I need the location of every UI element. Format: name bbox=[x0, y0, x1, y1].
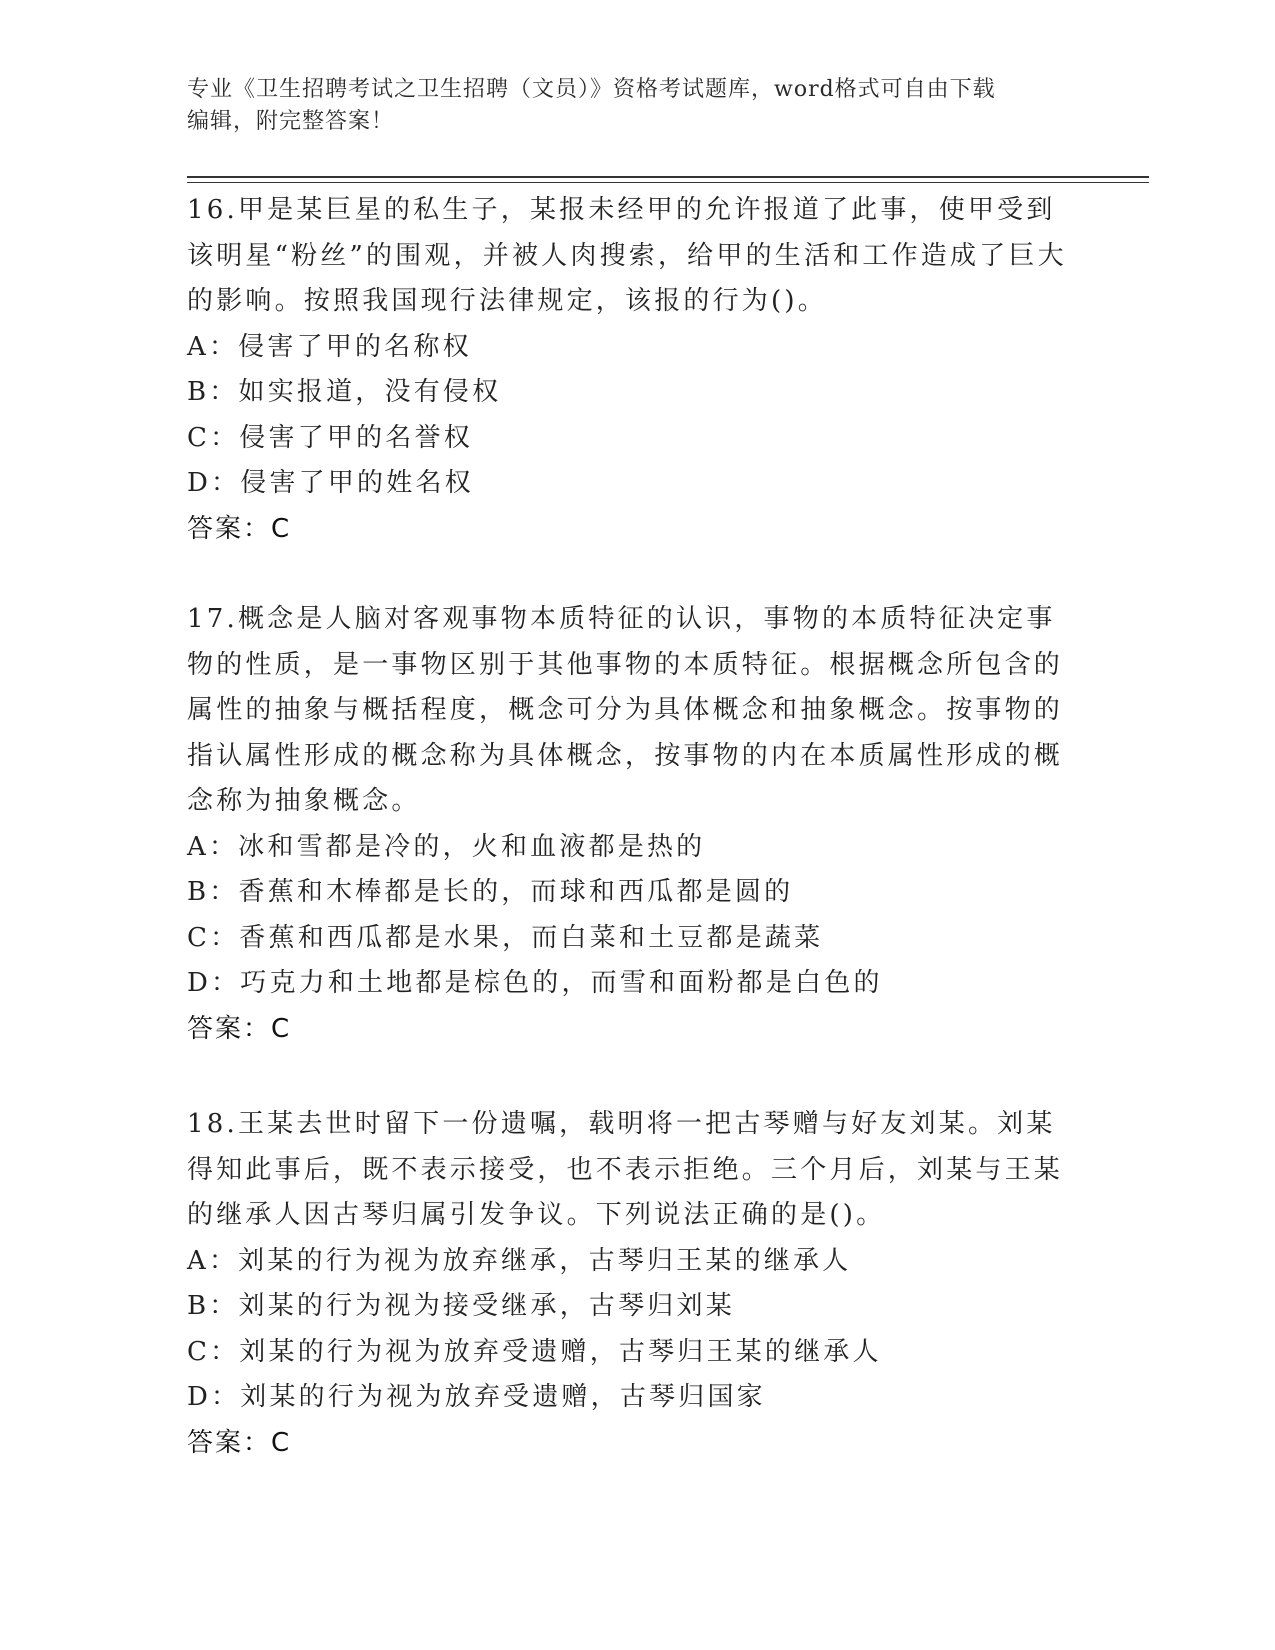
option-a: A：刘某的行为视为放弃继承，古琴归王某的继承人 bbox=[187, 1245, 852, 1276]
question-stem: 16.甲是某巨星的私生子，某报未经甲的允许报道了此事，使甲受到该明星“粉丝”的围观，并被人肉搜索，给甲的生活和工作造成了巨大的影响。按照我国现行法律规定，该报的行为()。 bbox=[187, 195, 1067, 316]
question-stem: 17.概念是人脑对客观事物本质特征的认识，事物的本质特征决定事物的性质，是一事物区别于其他事物的本质特征。根据概念所包含的属性的抽象与概括程度，概念可分为具体概念和抽象概念。按事物的指认属性形成的概念称为具体概念，按事物的内在本质属性形成的概念称为抽象概念。 bbox=[187, 604, 1064, 816]
option-d: D：侵害了甲的姓名权 bbox=[187, 468, 474, 498]
option-d: D：刘某的行为视为放弃受遗赠，古琴归国家 bbox=[187, 1382, 766, 1412]
option-a: A：冰和雪都是冷的，火和血液都是热的 bbox=[187, 831, 706, 862]
header-line-2: 编辑，附完整答案！ bbox=[187, 109, 395, 134]
header-line-1: 专业《卫生招聘考试之卫生招聘（文员）》资格考试题库，word格式可自由下载 bbox=[187, 77, 996, 102]
answer-label: 答案：C bbox=[187, 513, 292, 544]
header-divider-thick bbox=[187, 176, 1149, 178]
option-b: B：如实报道，没有侵权 bbox=[187, 377, 502, 407]
option-b: B：刘某的行为视为接受继承，古琴归刘某 bbox=[187, 1291, 735, 1321]
question-17 bbox=[187, 597, 1067, 1052]
question-stem: 18.王某去世时留下一份遗嘱，载明将一把古琴赠与好友刘某。刘某得知此事后，既不表示接受，也不表示拒绝。三个月后，刘某与王某的继承人因古琴归属引发争议。下列说法正确的是()。 bbox=[187, 1109, 1064, 1230]
option-c: C：香蕉和西瓜都是水果，而白菜和土豆都是蔬菜 bbox=[187, 922, 824, 953]
header-divider-thin bbox=[187, 182, 1149, 183]
question-16 bbox=[187, 188, 1067, 552]
option-a: A：侵害了甲的名称权 bbox=[187, 331, 472, 362]
answer-label: 答案：C bbox=[187, 1013, 292, 1044]
option-b: B：香蕉和木棒都是长的，而球和西瓜都是圆的 bbox=[187, 877, 794, 907]
option-d: D：巧克力和土地都是棕色的，而雪和面粉都是白色的 bbox=[187, 968, 883, 998]
answer-label: 答案：C bbox=[187, 1427, 292, 1458]
question-18 bbox=[187, 1102, 1067, 1466]
option-c: C：侵害了甲的名誉权 bbox=[187, 422, 473, 453]
option-c: C：刘某的行为视为放弃受遗赠，古琴归王某的继承人 bbox=[187, 1336, 882, 1367]
document-header bbox=[187, 74, 1087, 138]
